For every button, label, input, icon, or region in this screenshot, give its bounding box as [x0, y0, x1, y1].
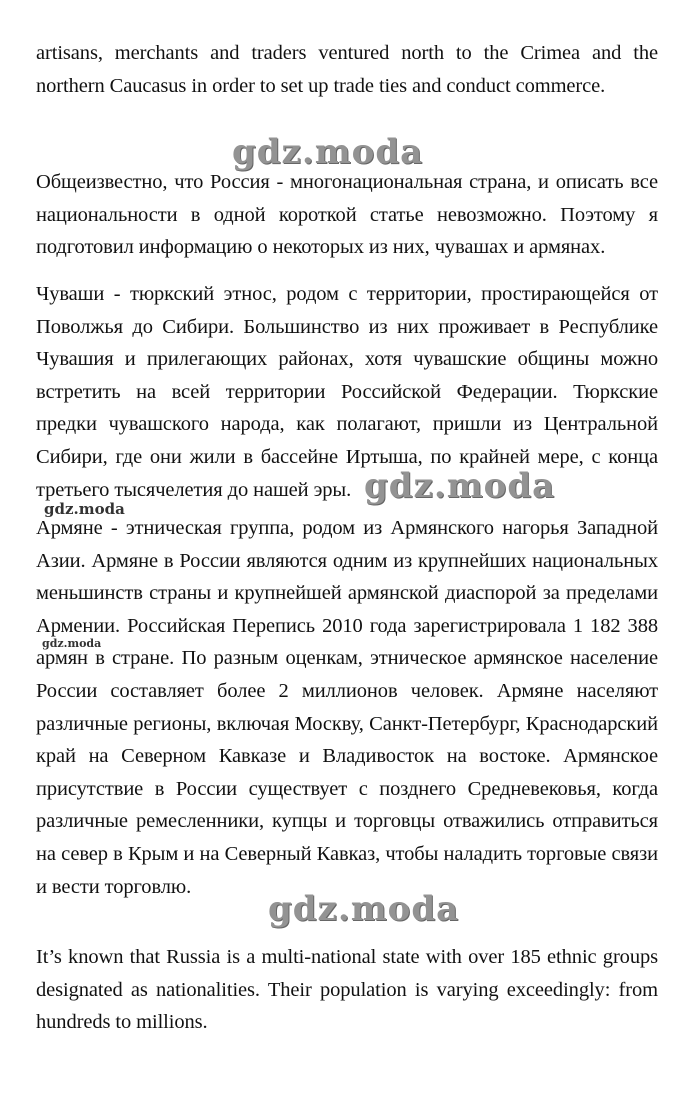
paragraph-armenians: Армяне - этническая группа, родом из Армянского нагорья Западной Азии. Армяне в России являются одним из крупнейших национальных меньшинств страны и крупнейшей армянской диаспорой за пределами Армении. Российская Перепись 2010 года зарегистрировала 1 182 388 армян в стране. По разным оценкам, этническое армянское население России составляет более 2 миллионов человек. Армяне населяют различные регионы, включая Москву, Санкт-Петербург, Краснодарский край на Северном Кавказе и Владивосток на востоке. Армянское присутствие в России существует с позднего Средневековья, когда различные ремесленники, купцы и торговцы отважились отправиться на север в Крым и на Северный Кавказ, чтобы наладить торговые связи и вести торговлю. [36, 517, 658, 898]
watermark-gdz-moda-small: gdz.moda [44, 500, 125, 518]
paragraph-english-russia-nationalities: It’s known that Russia is a multi-national state with over 185 ethnic groups designated as nationalities. Their population is varying exceedingly: from hundreds to millions. [36, 946, 658, 1034]
paragraph-chuvash: Чуваши - тюркский этнос, родом с территории, простирающейся от Поволжья до Сибири. Большинство из них проживает в Республике Чувашия и прилегающих районах, хотя чувашские общины можно встретить на всей территории Российской Федерации. Тюркские предки чувашского народа, как полагают, пришли из Центральной Сибири, где они жили в бассейне Иртыша, по крайней мере, с конца третьего тысячелетия до нашей эры. [36, 283, 658, 501]
watermark-gdz-moda-tiny: gdz.moda [42, 637, 102, 650]
watermark-gdz-moda: gdz.moda [268, 889, 460, 929]
paragraph-russia-multinational: Общеизвестно, что Россия - многонациональная страна, и описать все национальности в одной короткой статье невозможно. Поэтому я подготовил информацию о некоторых из них, чувашах и армянах. [36, 171, 658, 259]
watermark-gdz-moda: gdz.moda [364, 466, 556, 506]
paragraph-english-intro: artisans, merchants and traders ventured north to the Crimea and the northern Caucasus in order to set up trade ties and conduct commerce. [36, 42, 658, 97]
watermark-gdz-moda: gdz.moda [232, 132, 424, 172]
